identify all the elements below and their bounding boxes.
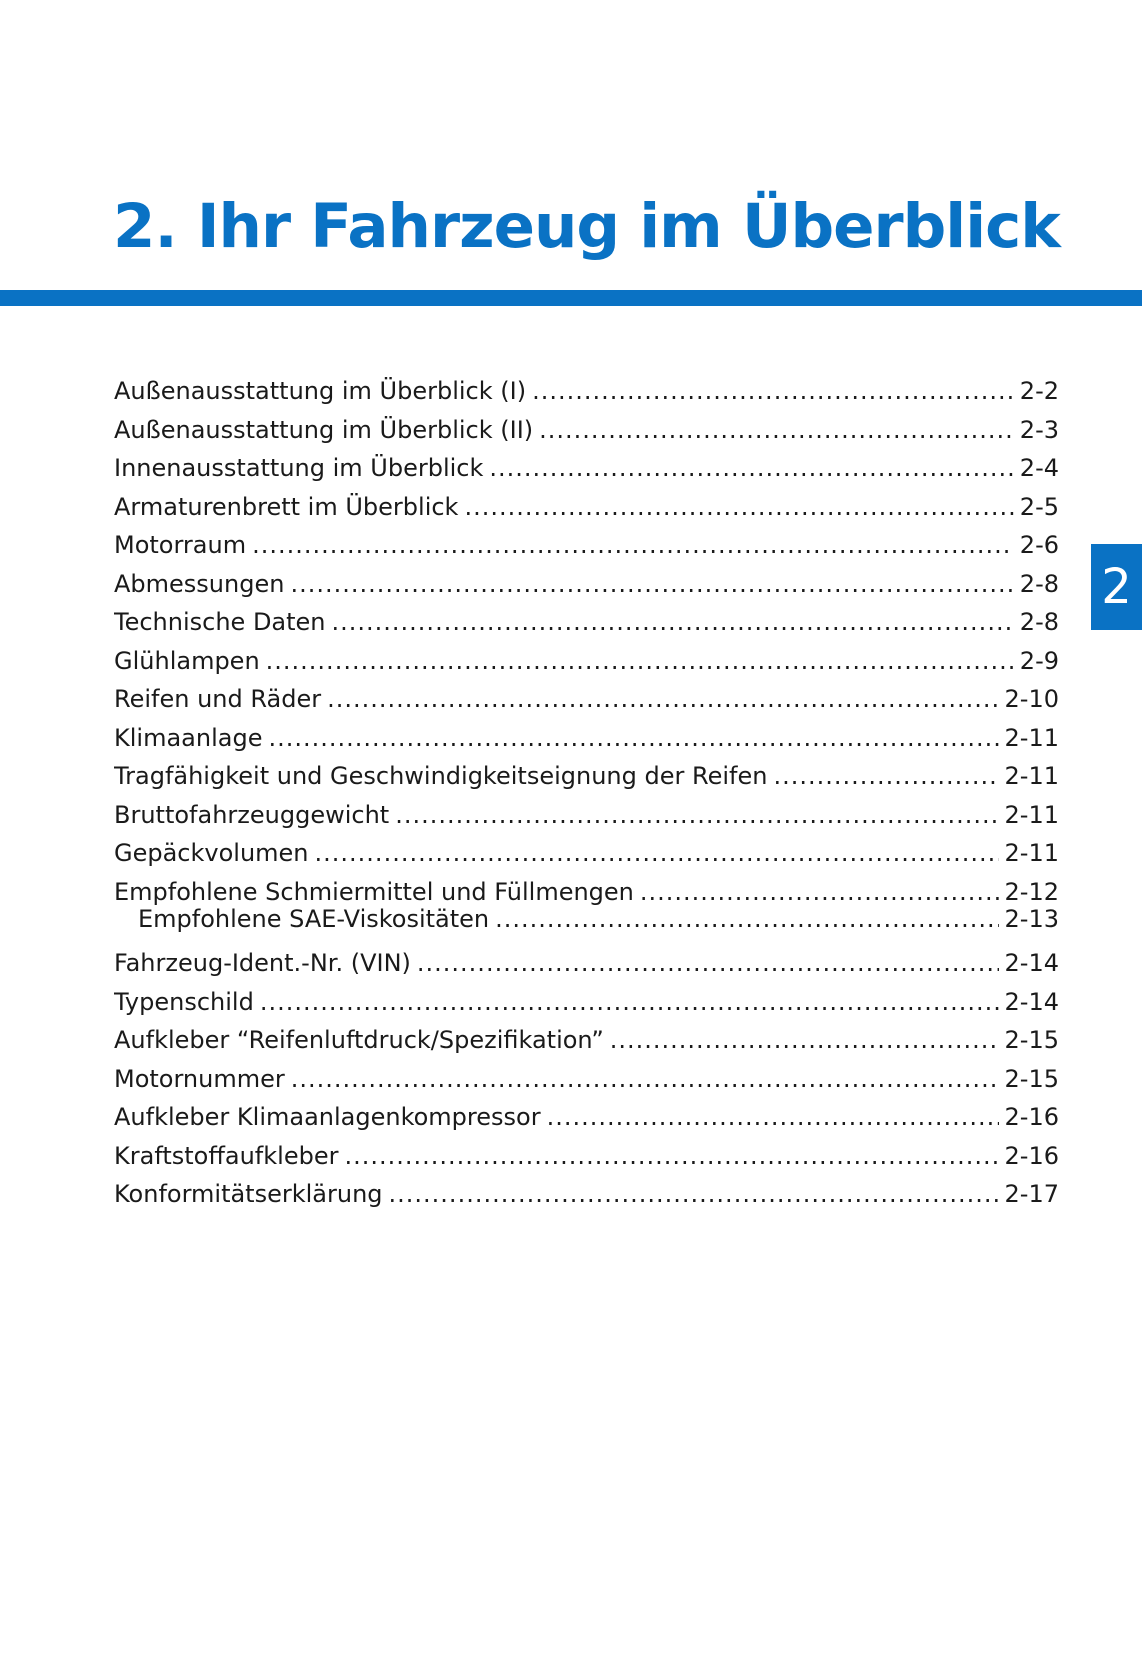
toc-subentry[interactable] xyxy=(114,903,1059,935)
toc-entry-label: Klimaanlage xyxy=(114,723,263,752)
chapter-tab: 2 xyxy=(1091,544,1142,630)
toc-entry-page: 2-2 xyxy=(1019,377,1059,405)
toc-entry-page: 2-10 xyxy=(1004,685,1059,713)
toc-entry[interactable] xyxy=(114,1175,1059,1214)
toc-entry-label: Tragfähigkeit und Geschwindigkeitseignung der Reifen xyxy=(114,762,768,790)
toc-entry-page: 2-11 xyxy=(1004,800,1059,829)
toc-entry-label: Innenausstattung im Überblick xyxy=(114,454,484,482)
toc-entry-page: 2-8 xyxy=(1019,608,1059,636)
toc-entry[interactable] xyxy=(114,603,1059,642)
toc-entry-page: 2-9 xyxy=(1019,646,1059,675)
toc-entry-page: 2-15 xyxy=(1004,1026,1059,1054)
toc-dot-leader xyxy=(389,1175,999,1214)
toc-entry[interactable] xyxy=(114,449,1059,488)
toc-entry[interactable] xyxy=(114,757,1059,796)
toc-entry-label: Aufkleber Klimaanlagenkompressor xyxy=(114,1103,541,1131)
toc-dot-leader xyxy=(547,1098,999,1137)
toc-dot-leader xyxy=(417,944,999,983)
toc-dot-leader xyxy=(495,903,998,935)
toc-entry-page: 2-3 xyxy=(1019,415,1059,444)
toc-entry[interactable] xyxy=(114,983,1059,1022)
toc-dot-leader xyxy=(773,757,998,796)
toc-entry-label: Gepäckvolumen xyxy=(114,839,309,867)
table-of-contents xyxy=(114,372,1059,1214)
toc-entry-label: Armaturenbrett im Überblick xyxy=(114,492,459,521)
toc-entry-page: 2-8 xyxy=(1019,569,1059,598)
toc-dot-leader xyxy=(266,642,1014,681)
toc-entry-label: Empfohlene Schmiermittel und Füllmengen xyxy=(114,877,634,906)
toc-entry-label: Konformitätserklärung xyxy=(114,1180,383,1208)
toc-entry[interactable] xyxy=(114,1060,1059,1099)
toc-entry-page: 2-14 xyxy=(1004,987,1059,1016)
toc-entry[interactable] xyxy=(114,1137,1059,1176)
toc-entry-page: 2-16 xyxy=(1004,1103,1059,1131)
toc-entry-label: Außenausstattung im Überblick (I) xyxy=(114,377,527,405)
toc-entry-label: Außenausstattung im Überblick (II) xyxy=(114,415,534,444)
toc-dot-leader xyxy=(268,719,998,758)
toc-dot-leader xyxy=(539,411,1014,450)
toc-entry-page: 2-11 xyxy=(1004,723,1059,752)
toc-entry[interactable] xyxy=(114,944,1059,983)
toc-entry-label: Typenschild xyxy=(114,987,254,1016)
toc-dot-leader xyxy=(332,603,1014,642)
title-rule xyxy=(0,290,1142,306)
toc-dot-leader xyxy=(327,680,998,719)
toc-entry-label: Abmessungen xyxy=(114,569,285,598)
toc-entry-page: 2-11 xyxy=(1004,839,1059,867)
toc-dot-leader xyxy=(489,449,1013,488)
toc-dot-leader xyxy=(344,1137,998,1176)
toc-entry[interactable] xyxy=(114,1098,1059,1137)
toc-entry-label: Technische Daten xyxy=(114,608,326,636)
toc-dot-leader xyxy=(260,983,999,1022)
toc-entry-label: Reifen und Räder xyxy=(114,685,322,713)
toc-entry[interactable] xyxy=(114,565,1059,604)
toc-entry[interactable] xyxy=(114,411,1059,450)
chapter-title: 2. Ihr Fahrzeug im Überblick xyxy=(113,191,1060,262)
toc-entry[interactable] xyxy=(114,488,1059,527)
toc-entry[interactable] xyxy=(114,372,1059,411)
toc-dot-leader xyxy=(464,488,1013,527)
toc-entry[interactable] xyxy=(114,680,1059,719)
toc-entry-label: Kraftstoffaufkleber xyxy=(114,1141,339,1170)
toc-entry-label: Empfohlene SAE-Viskositäten xyxy=(138,905,490,933)
toc-entry-label: Bruttofahrzeuggewicht xyxy=(114,800,390,829)
toc-entry-page: 2-4 xyxy=(1019,454,1059,482)
toc-entry[interactable] xyxy=(114,796,1059,835)
toc-entry-page: 2-6 xyxy=(1019,531,1059,559)
toc-entry[interactable] xyxy=(114,719,1059,758)
toc-entry[interactable] xyxy=(114,526,1059,565)
toc-entry-label: Fahrzeug-Ident.-Nr. (VIN) xyxy=(114,949,411,977)
toc-entry-page: 2-16 xyxy=(1004,1141,1059,1170)
toc-entry-page: 2-5 xyxy=(1019,492,1059,521)
toc-dot-leader xyxy=(532,372,1014,411)
toc-dot-leader xyxy=(395,796,998,835)
toc-entry[interactable] xyxy=(114,1021,1059,1060)
toc-dot-leader xyxy=(610,1021,999,1060)
toc-dot-leader xyxy=(252,526,1014,565)
toc-entry-page: 2-15 xyxy=(1004,1064,1059,1093)
toc-entry-page: 2-17 xyxy=(1004,1180,1059,1208)
toc-entry[interactable] xyxy=(114,834,1059,873)
toc-entry-page: 2-14 xyxy=(1004,949,1059,977)
toc-entry-label: Aufkleber “Reifenluftdruck/Spezifikation” xyxy=(114,1026,604,1054)
toc-entry-label: Motornummer xyxy=(114,1064,285,1093)
toc-dot-leader xyxy=(315,834,999,873)
toc-dot-leader xyxy=(290,565,1013,604)
toc-entry-page: 2-11 xyxy=(1004,762,1059,790)
toc-entry-label: Motorraum xyxy=(114,531,247,559)
toc-dot-leader xyxy=(291,1060,999,1099)
toc-entry-page: 2-13 xyxy=(1004,905,1059,933)
toc-entry-page: 2-12 xyxy=(1004,877,1059,906)
toc-entry-label: Glühlampen xyxy=(114,646,260,675)
toc-entry[interactable] xyxy=(114,642,1059,681)
